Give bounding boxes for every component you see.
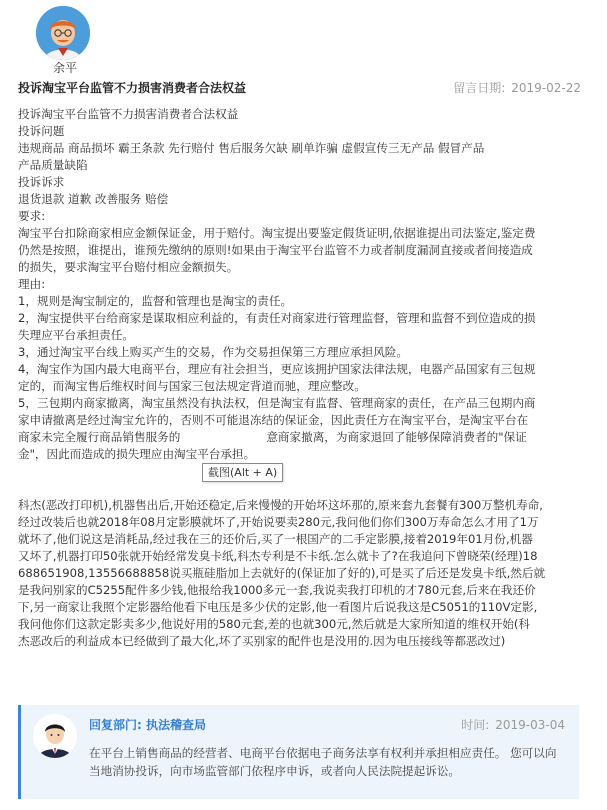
- reply-dept-label: 回复部门:: [89, 718, 142, 732]
- author-name: 余平: [52, 61, 77, 75]
- body-line: 定的，而淘宝售后维权时间与国家三包法规定背道而驰，理应整改。: [18, 379, 366, 393]
- body-line: 又坏了,机器打印50张就开始经常发臭卡纸,科杰专利是不卡纸.怎么就卡了?在我追问下曾晓荣(经理)18: [18, 549, 538, 563]
- paragraph-gap: [18, 480, 584, 497]
- body-line: 退货退款 道歉 改善服务 赔偿: [18, 192, 169, 206]
- body-line: 2，淘宝提供平台给商家是谋取相应利益的，有责任对商家进行管理监督，管理和监督不到位造成的损: [18, 311, 536, 325]
- body-line: 杰恶改后的利益成本已经做到了最大化,坏了买别家的配件也是没用的.因为电压接线等都恶改过): [18, 634, 506, 648]
- body-line: 4，淘宝作为国内最大电商平台，理应有社会担当，更应该拥护国家法律法规，电器产品国家有三包规: [18, 362, 536, 376]
- body-line: 是我问别家的C5255配件多少钱,他报给我1000多元一套,我说卖我打印机的才780元套,后来在我还价: [18, 583, 536, 597]
- body-line: 投诉诉求: [18, 175, 65, 189]
- body-line: 理由:: [18, 277, 46, 291]
- body-line: 投诉淘宝平台监管不力损害消费者合法权益: [18, 107, 239, 121]
- body-line: 金"，因此而造成的损失理应由淘宝平台承担。: [18, 447, 256, 461]
- date-value: 2019-02-22: [511, 81, 581, 95]
- reply-dept-name: 执法稽查局: [146, 718, 207, 732]
- complaint-date: [453, 79, 581, 97]
- official-avatar-icon: [33, 714, 77, 758]
- reply-time-label: 时间:: [461, 718, 490, 732]
- body-line: 的损失，要求淘宝平台赔付相应金额损失。: [18, 260, 239, 274]
- body-line: 违规商品 商品损坏 霸王条款 先行赔付 售后服务欠缺 刷单诈骗 虚假宣传三无产品 假冒产品: [18, 141, 485, 155]
- complaint-body: [18, 106, 584, 650]
- cartoon-man-avatar-icon: [36, 6, 90, 60]
- reply-time-value: 2019-03-04: [495, 718, 565, 732]
- body-line: 我问他你们这款定影卖多少,他说好用的580元套,差的也就300元,然后就是大家所知道的维权开始(科: [18, 617, 530, 631]
- body-line: 失理应平台承担责任。: [18, 328, 134, 342]
- reply-department: [89, 717, 206, 733]
- body-line: 就坏了,他们说这是消耗品,经过我在三的还价后,买了一根国产的二手定影膜,接着2019年01月份,机器: [18, 532, 533, 546]
- paragraph-gap: [18, 463, 584, 480]
- body-line: 投诉问题: [18, 124, 65, 138]
- reply-time: [461, 717, 565, 733]
- screenshot-tooltip: 截图(Alt + A): [202, 463, 283, 482]
- body-line: [18, 429, 584, 446]
- complaint-title: 投诉淘宝平台监管不力损害消费者合法权益: [18, 81, 247, 95]
- date-label: 留言日期:: [453, 81, 506, 95]
- body-line-head: 商家未完全履行商品销售服务的: [18, 430, 181, 444]
- body-line: 科杰(恶改打印机),机器售出后,开始还稳定,后来慢慢的开始坏这坏那的,原来套九套餐有300万整机寿命,: [18, 498, 543, 512]
- reply-avatar: [33, 714, 77, 758]
- body-line: 要求:: [18, 209, 46, 223]
- body-line: 5，三包期内商家撤离，淘宝虽然没有执法权，但是淘宝有监督、管理商家的责任，在产品三包期内商: [18, 396, 536, 410]
- body-line: 经过改装后也就2018年08月定影膜就坏了,开始说要卖280元,我问他们你们300万寿命怎么才用了1万: [18, 515, 539, 529]
- reply-text: 在平台上销售商品的经营者、电商平台依据电子商务法享有权利并承担相应责任。 您可以向当地消协投诉，向市场监管部门依程序申诉，或者向人民法院提起诉讼。: [89, 746, 557, 778]
- official-reply: [18, 705, 579, 799]
- body-line: 仍然是按照，谁提出，谁预先缴纳的原则!如果由于淘宝平台监管不力或者制度漏洞直接或者间接造成: [18, 243, 533, 257]
- body-line: 淘宝平台扣除商家相应金额保证金，用于赔付。淘宝提出要鉴定假货证明,依据谁提出司法鉴定,鉴定费: [18, 226, 536, 240]
- author-avatar: [36, 6, 90, 60]
- body-line: 家申请撤离是经过淘宝允许的，否则不可能退冻结的保证金，因此责任方在淘宝平台，是淘宝平台在: [18, 413, 529, 427]
- body-line-tail: 意商家撤离，为商家退回了能够保障消费者的"保证: [266, 430, 527, 444]
- body-line: 产品质量缺陷: [18, 158, 88, 172]
- body-line: 688651908,13556688858说买瓶硅脂加上去就好的(保证加了好的),可是买了后还是发臭卡纸,然后就: [18, 566, 546, 580]
- body-line: 3，通过淘宝平台线上购买产生的交易，作为交易担保第三方理应承担风险。: [18, 345, 408, 359]
- body-line: 下,另一商家让我照个定影器给他看下电压是多少伏的定影,他一看图片后说我这是C5051的110V定影,: [18, 600, 538, 614]
- body-line: 1，规则是淘宝制定的，监督和管理也是淘宝的责任。: [18, 294, 293, 308]
